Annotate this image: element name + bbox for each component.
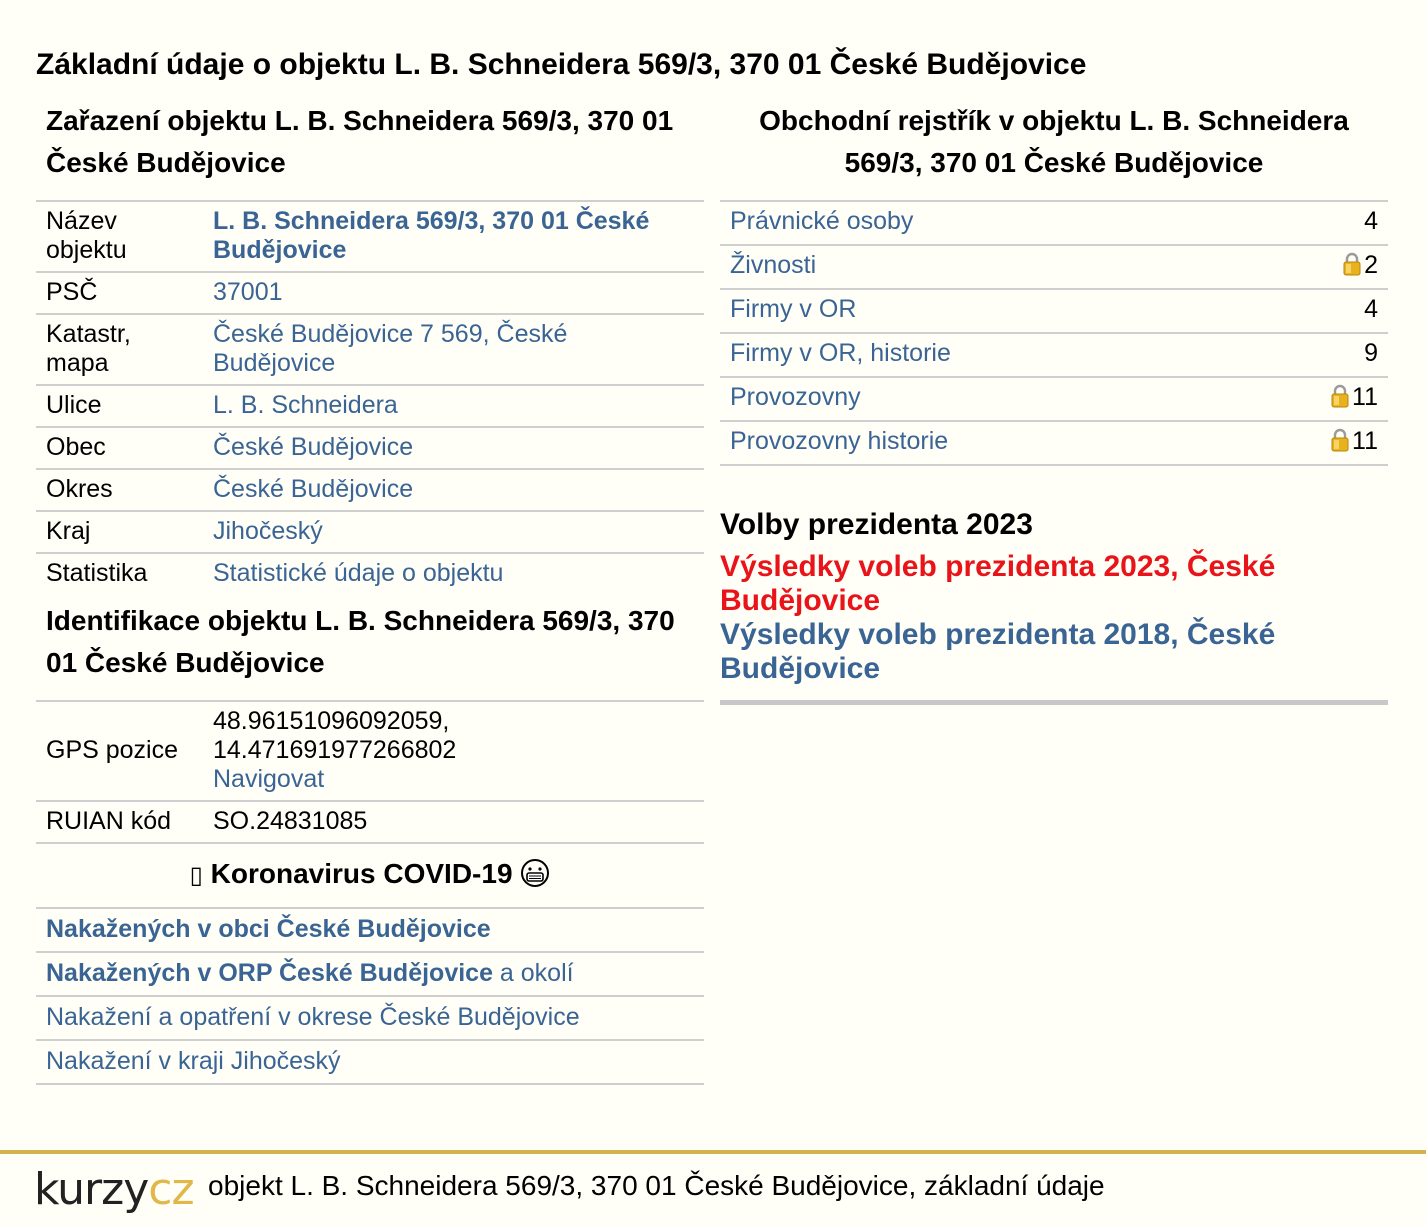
- table-row: [36, 469, 704, 511]
- covid-obec-link[interactable]: Nakažených v obci České Budějovice: [46, 915, 491, 943]
- table-row: [36, 385, 704, 427]
- zivnosti-link[interactable]: Živnosti: [730, 251, 817, 279]
- obec-link[interactable]: České Budějovice: [213, 433, 414, 461]
- covid-heading: [36, 844, 704, 907]
- volby-2018-link[interactable]: Výsledky voleb prezidenta 2018, České Budějovice: [720, 618, 1276, 685]
- page-title: Základní údaje o objektu L. B. Schneidera 569/3, 370 01 České Budějovice: [36, 48, 1087, 81]
- table-row: [36, 427, 704, 469]
- lock-icon: [1342, 252, 1362, 276]
- covid-okres-link[interactable]: Nakažení a opatření v okrese České Budějovice: [46, 1003, 580, 1031]
- rejstrik-heading: Obchodní rejstřík v objektu L. B. Schneidera 569/3, 370 01 České Budějovice: [759, 105, 1349, 178]
- table-row: [36, 908, 704, 952]
- volby-2023-link[interactable]: Výsledky voleb prezidenta 2023, České Budějovice: [720, 550, 1276, 617]
- firmy-or-historie-link[interactable]: Firmy v OR, historie: [730, 339, 951, 367]
- gps-lon: 14.471691977266802: [213, 736, 457, 764]
- table-row: [36, 801, 704, 843]
- logo-main: kurzy: [34, 1164, 149, 1215]
- logo-accent: cz: [148, 1164, 194, 1215]
- ruian-value: SO.24831085: [213, 807, 368, 835]
- table-row: [36, 511, 704, 553]
- row-label: Katastr, mapa: [46, 320, 131, 377]
- volby-section: [720, 506, 1388, 705]
- covid-orp-link-suffix[interactable]: a okolí: [492, 959, 574, 987]
- gps-lat: 48.96151096092059,: [213, 707, 450, 735]
- table-row: [36, 952, 704, 996]
- covid-links-table: [36, 907, 704, 1085]
- ruian-label: RUIAN kód: [46, 807, 172, 835]
- left-column: [36, 100, 704, 1085]
- face-mask-icon: [520, 858, 550, 888]
- table-row: [720, 245, 1388, 289]
- footer-text: objekt L. B. Schneidera 569/3, 370 01 České Budějovice, základní údaje: [208, 1170, 1105, 1201]
- object-name-link[interactable]: L. B. Schneidera 569/3, 370 01 České Budějovice: [213, 207, 650, 264]
- table-row: [36, 701, 704, 801]
- provozovny-historie-count: 11: [1352, 427, 1378, 455]
- row-label: Ulice: [46, 391, 102, 419]
- row-label: Obec: [46, 433, 106, 461]
- navigate-link[interactable]: Navigovat: [213, 765, 325, 793]
- missing-glyph-icon: ▯: [189, 861, 203, 889]
- covid-heading-text: Koronavirus COVID-19: [210, 858, 513, 889]
- row-label: Okres: [46, 475, 113, 503]
- provozovny-count: 11: [1352, 383, 1378, 411]
- katastr-link[interactable]: České Budějovice 7 569, České Budějovice: [213, 320, 568, 377]
- section-divider: [720, 700, 1388, 705]
- footer: [0, 1150, 1426, 1226]
- rejstrik-table: [720, 200, 1388, 466]
- firmy-or-link[interactable]: Firmy v OR: [730, 295, 857, 323]
- identifikace-table: [36, 700, 704, 844]
- lock-icon: [1330, 384, 1350, 408]
- gps-label: GPS pozice: [46, 736, 179, 764]
- row-label: Název objektu: [46, 207, 127, 264]
- table-row: [720, 201, 1388, 245]
- row-label: Statistika: [46, 559, 148, 587]
- table-row: [36, 314, 704, 385]
- right-column: [720, 100, 1388, 705]
- table-row: [720, 289, 1388, 333]
- firmy-or-count: 4: [1364, 295, 1378, 323]
- table-row: [36, 272, 704, 314]
- provozovny-link[interactable]: Provozovny: [730, 383, 861, 411]
- table-row: [720, 377, 1388, 421]
- table-row: [720, 421, 1388, 465]
- kurzy-logo[interactable]: [34, 1164, 194, 1215]
- zarazeni-heading: Zařazení objektu L. B. Schneidera 569/3, 370 01 České Budějovice: [46, 105, 674, 178]
- kraj-link[interactable]: Jihočeský: [213, 517, 323, 545]
- pravnicke-osoby-link[interactable]: Právnické osoby: [730, 207, 914, 235]
- covid-kraj-link[interactable]: Nakažení v kraji Jihočeský: [46, 1047, 341, 1075]
- identifikace-heading: Identifikace objektu L. B. Schneidera 569/3, 370 01 České Budějovice: [46, 605, 675, 678]
- row-label: PSČ: [46, 278, 98, 306]
- row-label: Kraj: [46, 517, 91, 545]
- lock-icon: [1330, 428, 1350, 452]
- covid-orp-link[interactable]: Nakažených v ORP České Budějovice: [46, 959, 493, 987]
- volby-heading: Volby prezidenta 2023: [720, 508, 1033, 541]
- okres-link[interactable]: České Budějovice: [213, 475, 414, 503]
- table-row: [36, 1040, 704, 1084]
- zarazeni-table: [36, 200, 704, 594]
- provozovny-historie-link[interactable]: Provozovny historie: [730, 427, 949, 455]
- ulice-link[interactable]: L. B. Schneidera: [213, 391, 398, 419]
- statistika-link[interactable]: Statistické údaje o objektu: [213, 559, 504, 587]
- table-row: [36, 553, 704, 594]
- table-row: [36, 201, 704, 272]
- firmy-or-historie-count: 9: [1364, 339, 1378, 367]
- psc-link[interactable]: 37001: [213, 278, 283, 306]
- zivnosti-count: 2: [1364, 251, 1378, 279]
- table-row: [720, 333, 1388, 377]
- pravnicke-osoby-count: 4: [1364, 207, 1378, 235]
- table-row: [36, 996, 704, 1040]
